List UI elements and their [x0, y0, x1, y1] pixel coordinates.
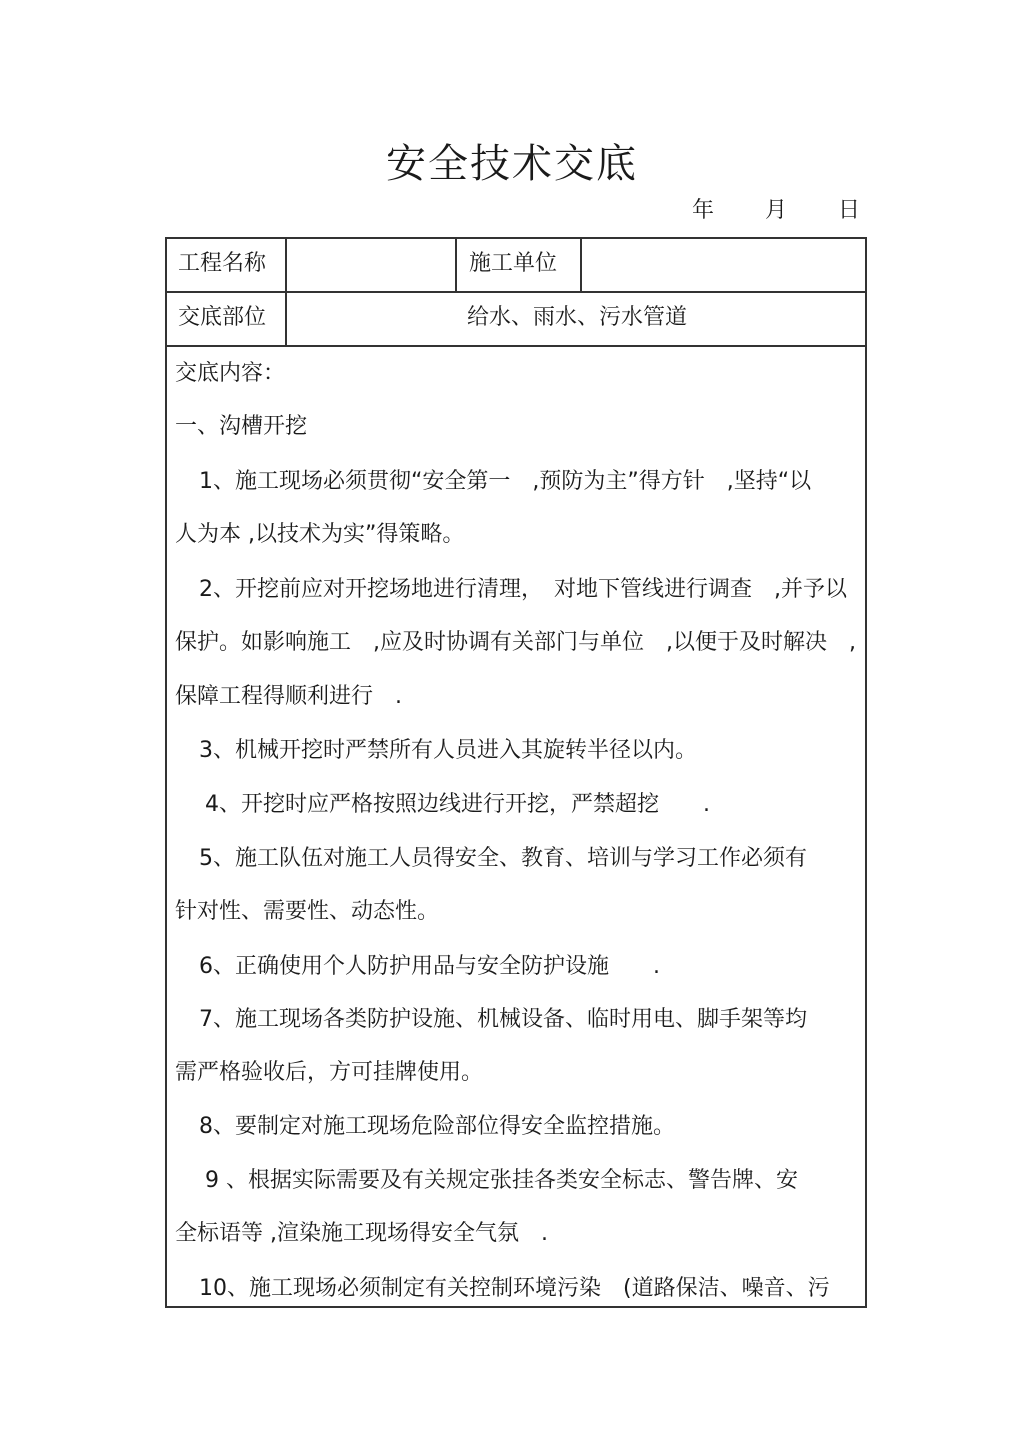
row-divider	[167, 345, 865, 347]
date-day-label: 日	[838, 198, 861, 223]
column-divider	[455, 239, 457, 291]
content-line: 保障工程得顺利进行 .	[175, 684, 402, 709]
date-year-label: 年	[692, 198, 715, 223]
content-line: 需严格验收后，方可挂牌使用。	[175, 1060, 484, 1085]
disclosure-part-value: 给水、雨水、污水管道	[466, 305, 687, 330]
content-line: 4、开挖时应严格按照边线进行开挖，严禁超挖 .	[205, 792, 710, 817]
construction-unit-label: 施工单位	[469, 251, 558, 276]
project-name-label: 工程名称	[178, 251, 267, 276]
content-line: 针对性、需要性、动态性。	[175, 899, 440, 924]
content-heading: 交底内容：	[175, 361, 286, 386]
disclosure-part-label: 交底部位	[178, 305, 267, 330]
content-line: 9 、根据实际需要及有关规定张挂各类安全标志、警告牌、安	[205, 1168, 798, 1193]
content-line: 6、正确使用个人防护用品与安全防护设施 .	[199, 954, 660, 979]
row-divider	[167, 291, 865, 293]
content-line: 保护。如影响施工 ,应及时协调有关部门与单位 ,以便于及时解决 ,	[175, 630, 856, 655]
content-line: 5、施工队伍对施工人员得安全、教育、培训与学习工作必须有	[199, 846, 807, 871]
date-month-label: 月	[765, 198, 788, 223]
column-divider	[580, 239, 582, 291]
content-line: 7、施工现场各类防护设施、机械设备、临时用电、脚手架等均	[199, 1007, 807, 1032]
content-line: 3、机械开挖时严禁所有人员进入其旋转半径以内。	[199, 738, 697, 763]
content-line: 10、施工现场必须制定有关控制环境污染 (道路保洁、噪音、污	[199, 1276, 830, 1301]
document-title: 安全技术交底	[386, 141, 638, 187]
content-line: 8、要制定对施工现场危险部位得安全监控措施。	[199, 1114, 675, 1139]
content-line: 1、施工现场必须贯彻“安全第一 ,预防为主”得方针 ,坚持“以	[199, 469, 812, 494]
disclosure-table	[165, 237, 867, 1308]
content-line: 2、开挖前应对开挖场地进行清理， 对地下管线进行调查 ,并予以	[199, 577, 847, 602]
section-title: 一、沟槽开挖	[175, 414, 308, 439]
content-line: 全标语等 ,渲染施工现场得安全气氛 .	[175, 1221, 548, 1246]
content-line: 人为本 ,以技术为实”得策略。	[175, 522, 465, 547]
column-divider	[285, 239, 287, 345]
